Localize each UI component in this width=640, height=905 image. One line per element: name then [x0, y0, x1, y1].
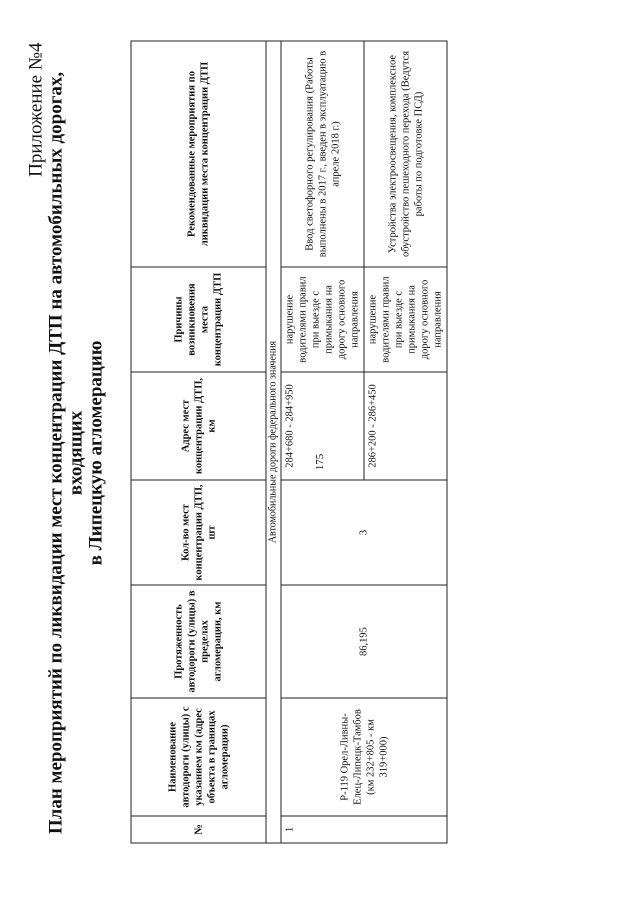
- length-cell: 86,195: [281, 585, 447, 698]
- plan-table: [130, 40, 447, 843]
- table-row: [281, 41, 364, 843]
- document-title: [46, 20, 106, 885]
- measure-cell: Устройства электроосвещения, комплексное обустройство пешеходного перехода (Ведутся работы по подготовке ПСД): [364, 41, 447, 267]
- header-cause: Причины возникновения места концентрации ДТП: [131, 267, 266, 372]
- measure-cell: Ввод светофорного регулирования (Работы выполнены в 2017 г., введен в эксплуатацию в апреле 2018 г.): [281, 41, 364, 267]
- header-address: Адрес мест концентрации ДТП, км: [131, 372, 266, 480]
- landscape-page: [20, 20, 620, 885]
- page-number: 175: [314, 453, 326, 471]
- section-title: Автомобильные дороги федерального значения: [266, 41, 281, 843]
- title-line-1: План мероприятий по ликвидации мест концентрации ДТП на автомобильных дорогах,: [45, 71, 66, 834]
- title-line-2: входящих: [65, 410, 86, 495]
- appendix-label: Приложение №4: [25, 42, 46, 177]
- cause-cell: нарушение водителями правил при выезде с примыкания на дорогу основного направления: [281, 267, 364, 372]
- cause-cell: нарушение водителями правил при выезде с примыкания на дорогу основного направления: [364, 267, 447, 372]
- header-length: Протяженность автодороги (улицы) в пределах агломерации, км: [131, 585, 266, 698]
- title-line-3: в Липецкую агломерацию: [85, 340, 106, 565]
- header-row: [131, 41, 266, 843]
- road-name-cell: Р-119 Орел-Ливны-Елец-Липецк-Тамбов (км 232+805 - км 319+000): [281, 698, 447, 816]
- section-row: [266, 41, 281, 843]
- address-cell: 286+200 - 286+450: [364, 372, 447, 480]
- address-cell: 284+680 - 284+950: [281, 372, 364, 480]
- header-measures: Рекомендованные мероприятия по ликвидации места концентрации ДТП: [131, 41, 266, 267]
- header-count: Кол-во мест концентрации ДТП, шт: [131, 480, 266, 585]
- row-number: 1: [281, 816, 447, 843]
- count-cell: 3: [281, 480, 447, 585]
- header-road-name: Наименование автодороги (улицы) с указанием км (адрес объекта в границах агломерации): [131, 698, 266, 816]
- header-num: №: [131, 816, 266, 843]
